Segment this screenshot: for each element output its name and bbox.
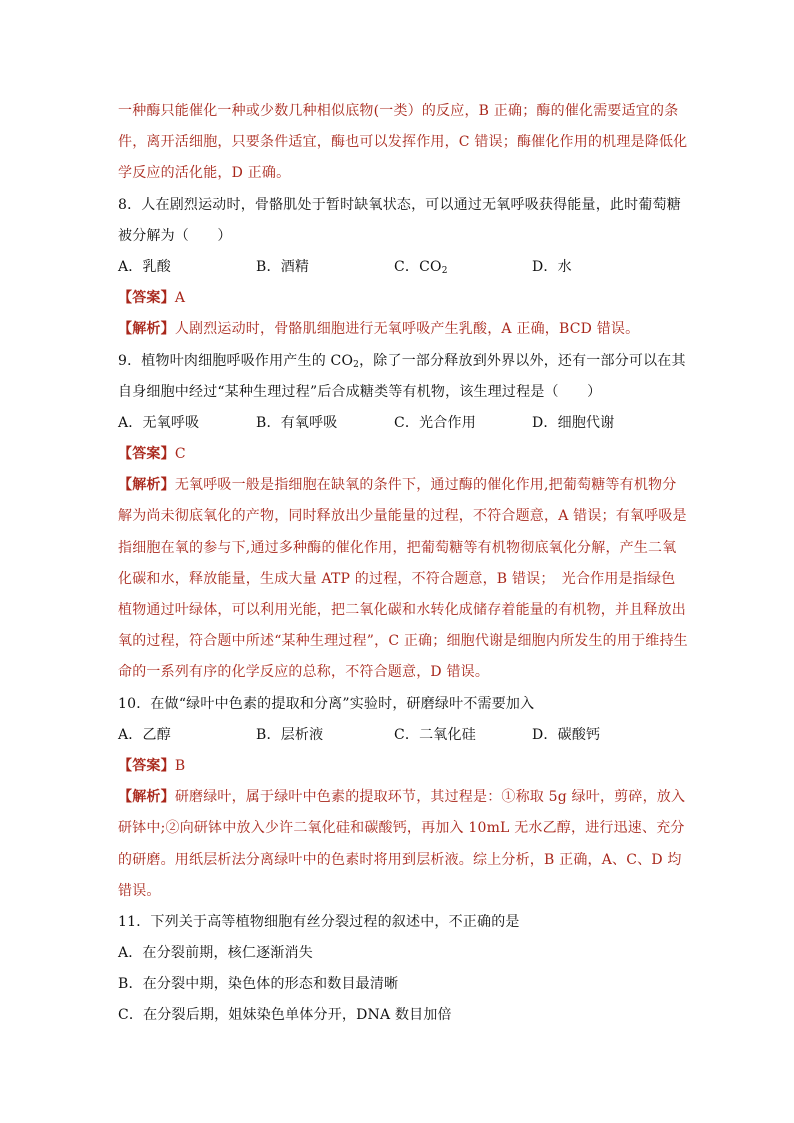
q8-option-b: B．酒精 <box>256 258 310 275</box>
q10-answer <box>118 751 678 782</box>
analysis-tag: 【解析】 <box>118 477 175 494</box>
answer-tag: 【答案】 <box>118 446 175 463</box>
q9-analysis-line-2: 解为尚未彻底氧化的产物，同时释放出少量能量的过程，不符合题意，A 错误；有氧呼吸是 <box>118 508 687 525</box>
q9-analysis-line-1 <box>118 470 678 501</box>
q9-analysis-line-6: 氧的过程，符合题中所述“某种生理过程”，C 正确；细胞代谢是细胞内所发生的用于维持生 <box>118 633 688 650</box>
q10-analysis-line-3: 的研磨。用纸层析法分离绿叶中的色素时将用到层析液。综上分析，B 正确，A、C、D 均 <box>118 851 682 868</box>
q10-stem: 10．在做“绿叶中色素的提取和分离”实验时，研磨绿叶不需要加入 <box>118 695 535 712</box>
q9-analysis-line-3: 指细胞在氧的参与下,通过多种酶的催化作用，把葡萄糖等有机物彻底氧化分解，产生二氧 <box>118 539 677 556</box>
q9-analysis-line-4: 化碳和水，释放能量，生成大量 ATP 的过程，不符合题意，B 错误； 光合作用是指绿色 <box>118 570 676 587</box>
q9-option-d: D．细胞代谢 <box>532 414 615 431</box>
q8-option-c-text: C．CO <box>394 258 442 275</box>
q11-option-a: A．在分裂前期，核仁逐渐消失 <box>118 945 313 962</box>
q10-answer-value: B <box>174 757 186 774</box>
prev-analysis-line-2: 件，离开活细胞，只要条件适宜，酶也可以发挥作用，C 错误；酶催化作用的机理是降低化 <box>118 134 688 151</box>
q8-option-d: D．水 <box>532 258 572 275</box>
prev-analysis-line-3: 学反应的活化能，D 正确。 <box>118 165 291 182</box>
q8-option-c <box>394 252 532 283</box>
q9-stem-line-2: 自身细胞中经过“某种生理过程”后合成糖类等有机物，该生理过程是（ ） <box>118 383 602 400</box>
prev-analysis-line-1: 一种酶只能催化一种或少数几种相似底物(一类）的反应，B 正确；酶的催化需要适宜的条 <box>118 103 679 119</box>
q8-option-c-subscript: 2 <box>441 265 448 276</box>
q8-stem-line-2: 被分解为（ ） <box>118 227 232 244</box>
q8-analysis <box>118 314 678 345</box>
q10-analysis-line-2: 研钵中;②向研钵中放入少许二氧化硅和碳酸钙，再加入 10mL 无水乙醇，进行迅速、充分 <box>118 820 685 837</box>
q11-option-c: C．在分裂后期，姐妹染色单体分开，DNA 数目加倍 <box>118 1007 452 1024</box>
q9-stem-line-1 <box>118 346 686 377</box>
q10-options <box>118 720 678 751</box>
q9-option-a: A．无氧呼吸 <box>118 414 200 431</box>
q8-stem-line-1: 8．人在剧烈运动时，骨骼肌处于暂时缺氧状态，可以通过无氧呼吸获得能量，此时葡萄糖 <box>118 196 681 213</box>
q10-option-c: C．二氧化硅 <box>394 726 476 743</box>
analysis-tag: 【解析】 <box>118 321 175 338</box>
q10-analysis-line-4: 错误。 <box>118 882 161 899</box>
q9-stem-part-a: 9．植物叶肉细胞呼吸作用产生的 CO <box>118 352 354 369</box>
q11-stem: 11．下列关于高等植物细胞有丝分裂过程的叙述中，不正确的是 <box>118 913 520 930</box>
answer-tag: 【答案】 <box>118 290 175 307</box>
q9-option-c: C．光合作用 <box>394 414 476 431</box>
q9-answer <box>118 439 678 470</box>
document-page <box>118 96 688 1032</box>
q9-options <box>118 408 678 439</box>
q8-answer-value: A <box>174 290 186 307</box>
q9-analysis-line-5: 植物通过叶绿体，可以利用光能，把二氧化碳和水转化成储存着能量的有机物，并且释放出 <box>118 602 686 618</box>
q9-stem-part-b: ，除了一部分释放到外界以外，还有一部分可以在其 <box>359 352 686 369</box>
analysis-tag: 【解析】 <box>118 789 175 806</box>
q9-option-b: B．有氧呼吸 <box>256 414 338 431</box>
q8-option-a: A．乳酸 <box>118 258 171 275</box>
q8-analysis-text: 人剧烈运动时，骨骼肌细胞进行无氧呼吸产生乳酸，A 正确，BCD 错误。 <box>174 321 640 338</box>
q9-answer-value: C <box>174 446 186 463</box>
q8-answer <box>118 283 678 314</box>
q9-analysis-first: 无氧呼吸一般是指细胞在缺氧的条件下，通过酶的催化作用,把葡萄糖等有机物分 <box>174 477 677 494</box>
q10-analysis-line-1 <box>118 782 686 813</box>
q9-stem-subscript: 2 <box>353 359 360 370</box>
q10-option-a: A．乙醇 <box>118 726 171 743</box>
q9-analysis-line-7: 命的一系列有序的化学反应的总称，不符合题意，D 错误。 <box>118 664 490 681</box>
answer-tag: 【答案】 <box>118 757 175 774</box>
q10-analysis-first: 研磨绿叶，属于绿叶中色素的提取环节，其过程是：①称取 5g 绿叶，剪碎，放入 <box>174 789 686 806</box>
q10-option-b: B．层析液 <box>256 726 324 743</box>
q10-option-d: D．碳酸钙 <box>532 726 601 743</box>
q8-options <box>118 252 678 283</box>
q11-option-b: B．在分裂中期，染色体的形态和数目最清晰 <box>118 976 399 993</box>
